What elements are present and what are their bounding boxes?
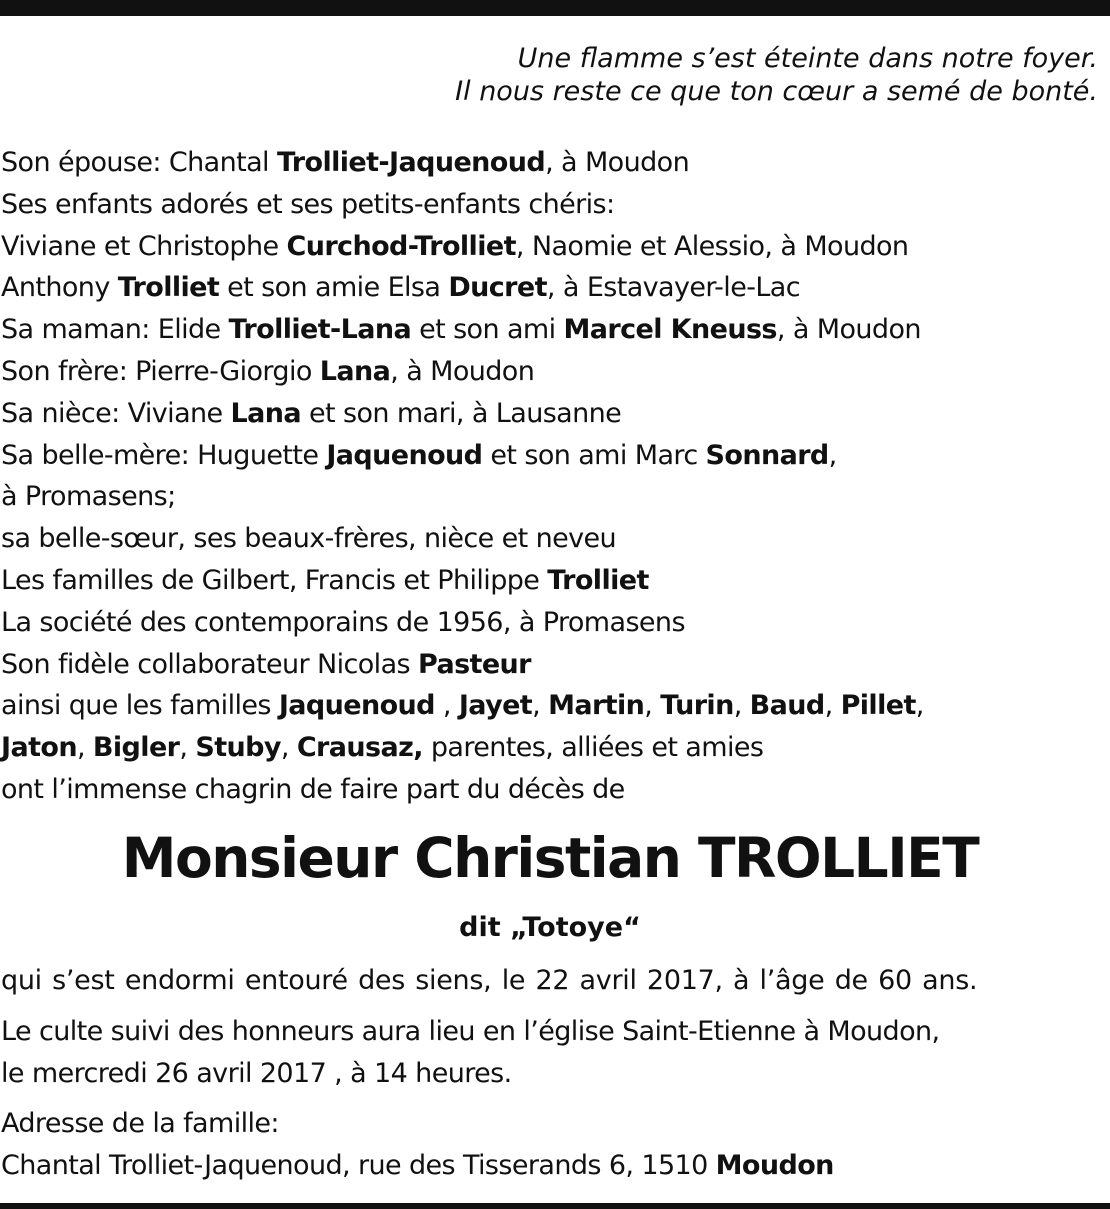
- family-surname: Trolliet-Lana: [228, 314, 412, 346]
- family-text: , à Estavayer-le-Lac: [546, 272, 800, 304]
- epigraph-line-1: Une flamme s’est éteinte dans notre foyer.: [517, 43, 1098, 74]
- deceased-nickname: dit „Totoye“: [459, 912, 641, 943]
- family-text: ,: [733, 690, 750, 722]
- family-surname: Trolliet: [547, 564, 649, 596]
- family-text: à Promasens;: [1, 481, 176, 513]
- family-line: [1, 226, 1106, 268]
- address-city: Moudon: [715, 1150, 834, 1181]
- family-line: [1, 142, 1106, 184]
- family-text: ,: [76, 732, 93, 764]
- family-text: Sa belle-mère: Huguette: [1, 439, 327, 471]
- family-text: , à Moudon: [390, 355, 535, 387]
- family-surname: Jaquenoud: [326, 439, 483, 471]
- epigraph-line-2: Il nous reste ce que ton cœur a semé de bonté.: [455, 76, 1098, 107]
- family-text: Sa maman: Elide: [1, 314, 229, 346]
- family-surname: Jaton: [1, 732, 77, 764]
- family-text: ,: [179, 732, 196, 764]
- family-text: Sa nièce: Viviane: [1, 397, 231, 429]
- family-line: [1, 393, 1106, 435]
- family-text: ainsi que les familles: [1, 690, 279, 722]
- family-surname: Curchod-Trolliet: [286, 230, 516, 262]
- service-line-1: Le culte suivi des honneurs aura lieu en l’église Saint-Etienne à Moudon,: [1, 1016, 940, 1047]
- family-text: , Naomie et Alessio, à Moudon: [515, 230, 909, 262]
- family-text: ,: [434, 690, 459, 722]
- family-text: ,: [644, 690, 661, 722]
- family-line: [1, 184, 1106, 226]
- family-text: ,: [828, 439, 837, 471]
- family-text: Viviane et Christophe: [1, 230, 287, 262]
- family-line: [1, 602, 1106, 644]
- family-surname: Crausaz,: [296, 732, 423, 764]
- family-line: [1, 351, 1106, 393]
- epigraph: [0, 42, 1098, 108]
- family-address: [1, 1145, 834, 1187]
- family-text: et son amie Elsa: [219, 272, 449, 304]
- family-line: [1, 518, 1106, 560]
- family-surname: Sonnard: [705, 439, 829, 471]
- family-line: [1, 560, 1106, 602]
- family-surname: Turin: [660, 690, 734, 722]
- family-surname: Pillet: [840, 690, 916, 722]
- family-text: Ses enfants adorés et ses petits-enfants chéris:: [1, 188, 615, 220]
- family-surname: Martin: [548, 690, 645, 722]
- family-text: ,: [280, 732, 297, 764]
- family-surname: Trolliet: [117, 272, 220, 304]
- family-line: [1, 685, 1106, 727]
- family-surname: Jaquenoud: [278, 690, 435, 722]
- family-text: Son fidèle collaborateur Nicolas: [1, 648, 418, 680]
- family-surname: Bigler: [92, 732, 180, 764]
- family-surname: Jayet: [458, 690, 533, 722]
- family-text: et son mari, à Lausanne: [301, 397, 622, 429]
- service-line-2: le mercredi 26 avril 2017 , à 14 heures.: [1, 1058, 512, 1089]
- family-surname: Ducret: [448, 272, 547, 304]
- address-text: Chantal Trolliet-Jaquenoud, rue des Tisserands 6, 1510: [1, 1150, 716, 1181]
- family-line: [1, 727, 1106, 769]
- family-surname: Marcel Kneuss: [563, 314, 777, 346]
- family-text: , à Moudon: [776, 314, 921, 346]
- family-surname: Baud: [749, 690, 825, 722]
- family-text: ,: [915, 690, 924, 722]
- family-surname: Trolliet-Jaquenoud: [276, 147, 546, 178]
- top-border-rule: [0, 0, 1110, 16]
- family-text: , à Moudon: [545, 147, 690, 178]
- address-label: Adresse de la famille:: [1, 1108, 279, 1139]
- family-surname: Lana: [230, 397, 302, 429]
- family-surname: Pasteur: [417, 648, 531, 680]
- family-surname: Stuby: [195, 732, 281, 764]
- family-list: [1, 142, 1106, 811]
- family-text: Son épouse: Chantal: [1, 147, 277, 178]
- family-line: [1, 476, 1106, 518]
- family-text: sa belle-sœur, ses beaux-frères, nièce et neveu: [1, 523, 617, 555]
- family-surname: Lana: [319, 355, 391, 387]
- passing-statement: qui s’est endormi entouré des siens, le 22 avril 2017, à l’âge de 60 ans.: [1, 965, 978, 996]
- deceased-name: Monsieur Christian TROLLIET: [121, 826, 979, 890]
- family-text: Son frère: Pierre-Giorgio: [1, 355, 320, 387]
- family-text: ,: [824, 690, 841, 722]
- family-text: ,: [532, 690, 549, 722]
- family-text: et son ami: [411, 314, 564, 346]
- family-line: [1, 309, 1106, 351]
- bottom-border-rule: [0, 1203, 1110, 1209]
- family-line: [1, 769, 1106, 811]
- family-text: et son ami Marc: [482, 439, 706, 471]
- family-line: [1, 435, 1106, 477]
- family-text: Anthony: [1, 272, 118, 304]
- family-text: Les familles de Gilbert, Francis et Philippe: [1, 564, 548, 596]
- family-line: [1, 267, 1106, 309]
- family-text: parentes, alliées et amies: [422, 732, 764, 764]
- family-line: [1, 644, 1106, 686]
- family-text: La société des contemporains de 1956, à Promasens: [1, 606, 685, 638]
- family-text: ont l’immense chagrin de faire part du décès de: [1, 773, 625, 805]
